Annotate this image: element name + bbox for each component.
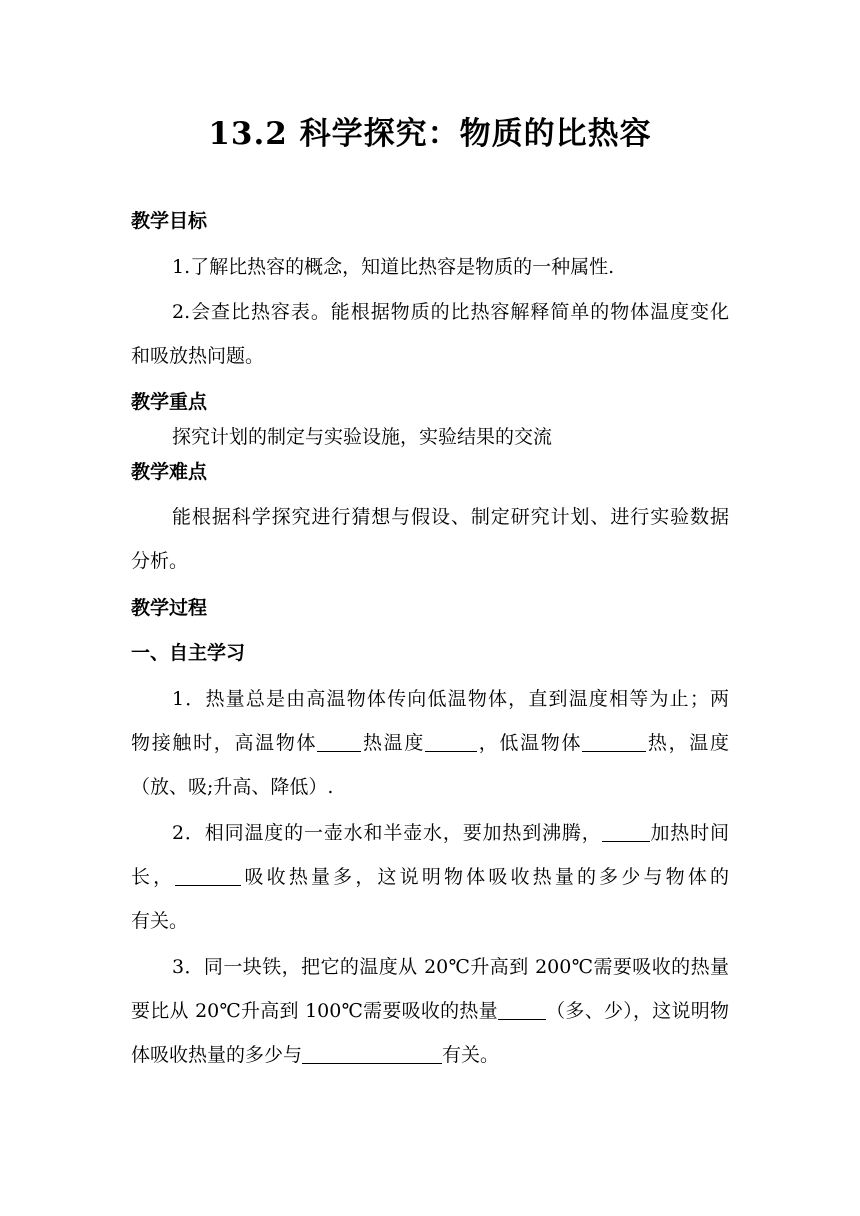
q2-text-a: 2．相同温度的一壶水和半壶水，要加热到沸腾，	[172, 822, 602, 844]
heading-teaching-process: 教学过程	[131, 597, 208, 619]
answer-blank	[302, 1044, 442, 1064]
question-3-line-3	[131, 1040, 499, 1067]
q2-text-c: 长，	[131, 866, 176, 888]
q3-text-b: （多、少），这说明物	[545, 1000, 729, 1022]
answer-blank	[582, 732, 646, 752]
q1-text-c: ，低温物体	[477, 732, 583, 754]
answer-blank	[602, 822, 650, 842]
goal-item-1: 1.了解比热容的概念，知道比热容是物质的一种属性.	[172, 256, 615, 278]
q3-text-d: 有关。	[442, 1044, 500, 1066]
q1-text-b: 热温度	[361, 732, 426, 754]
q3-text-c: 体吸收热量的多少与	[131, 1044, 303, 1066]
question-1-line-1: 1．热量总是由高温物体传向低温物体，直到温度相等为止；两	[172, 688, 729, 710]
answer-blank	[175, 866, 241, 886]
goal-item-2-line-1: 2.会查比热容表。能根据物质的比热容解释简单的物体温度变化	[172, 301, 729, 323]
q2-text-b: 加热时间	[649, 822, 729, 844]
answer-blank	[425, 732, 477, 752]
answer-blank	[317, 732, 361, 752]
question-2-line-3: 有关。	[131, 910, 189, 932]
heading-self-study: 一、自主学习	[131, 642, 246, 664]
heading-teaching-goals: 教学目标	[131, 210, 208, 232]
page-title: 13.2 科学探究：物质的比热容	[208, 116, 652, 152]
key-points-text: 探究计划的制定与实验设施，实验结果的交流	[172, 426, 553, 448]
heading-difficulties: 教学难点	[131, 461, 208, 483]
answer-blank	[498, 1000, 546, 1020]
q3-text-a: 要比从 20℃升高到 100℃需要吸收的热量	[131, 1000, 498, 1022]
question-2-line-2	[131, 862, 729, 889]
goal-item-2-line-2: 和吸放热问题。	[131, 345, 265, 367]
question-2-line-1	[172, 818, 729, 845]
q2-text-d: 吸收热量多，这说明物体吸收热量的多少与物体的	[241, 866, 729, 888]
question-1-line-2	[131, 728, 729, 755]
heading-key-points: 教学重点	[131, 391, 208, 413]
question-3-line-1: 3．同一块铁，把它的温度从 20℃升高到 200℃需要吸收的热量	[172, 956, 729, 978]
difficulties-line-1: 能根据科学探究进行猜想与假设、制定研究计划、进行实验数据	[172, 506, 729, 528]
q1-text-a: 物接触时，高温物体	[131, 732, 318, 754]
q1-text-d: 热，温度	[646, 732, 729, 754]
question-1-line-3: （放、吸;升高、降低）.	[131, 776, 334, 798]
difficulties-line-2: 分析。	[131, 550, 189, 572]
question-3-line-2	[131, 996, 729, 1023]
